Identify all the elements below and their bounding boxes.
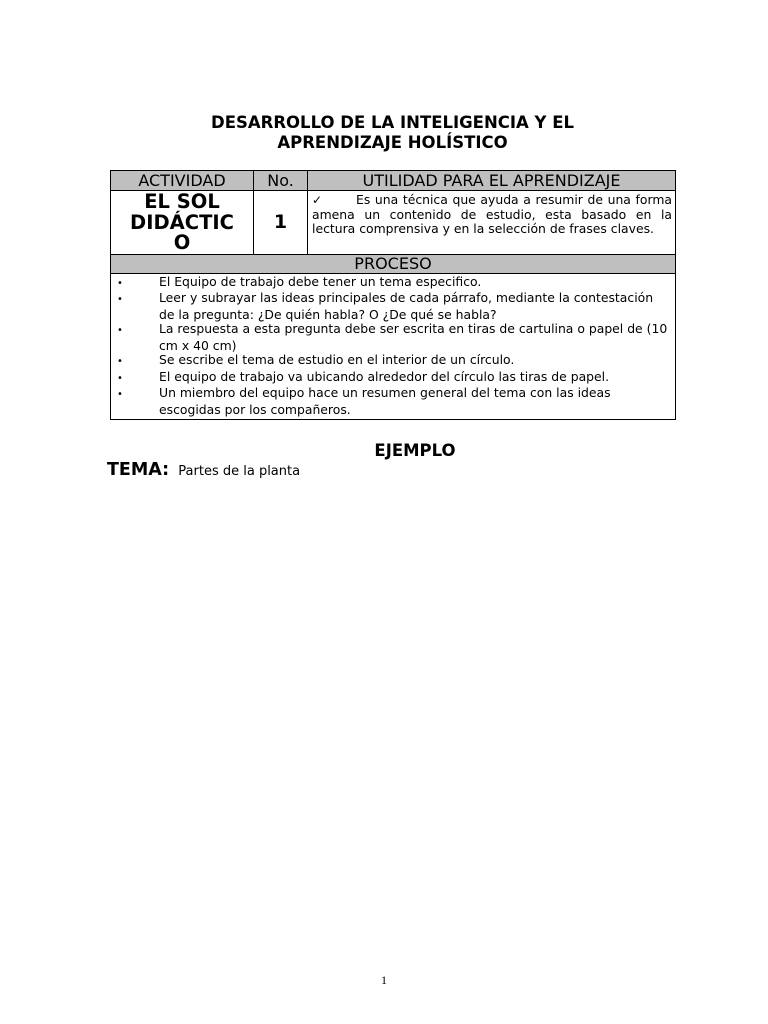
activity-number: 1 <box>254 191 308 255</box>
tema-line <box>107 460 300 480</box>
header-no: No. <box>254 171 308 191</box>
example-heading: EJEMPLO <box>374 441 456 460</box>
header-utilidad: UTILIDAD PARA EL APRENDIZAJE <box>308 171 676 191</box>
process-step-text: El equipo de trabajo va ubicando alrededor del círculo las tiras de papel. <box>159 368 610 384</box>
process-step-text: Leer y subrayar las ideas principales de cada párrafo, mediante la contestación de la pregunta: ¿De quién habla? O ¿De qué se habla? <box>159 290 654 322</box>
bullet-icon: • <box>117 356 123 367</box>
bullet-icon: • <box>117 389 123 400</box>
header-actividad: ACTIVIDAD <box>111 171 254 191</box>
activity-name <box>111 191 254 255</box>
bullet-icon: • <box>117 277 123 289</box>
process-step-text: Se escribe el tema de estudio en el interior de un círculo. <box>159 352 515 367</box>
process-step-text: La respuesta a esta pregunta debe ser escrita en tiras de cartulina o papel de (10 cm x 40 cm) <box>159 321 668 353</box>
list-item <box>115 322 671 353</box>
activity-utility <box>308 191 676 255</box>
activity-table <box>110 170 676 420</box>
process-header-row <box>111 254 676 273</box>
page-number: 1 <box>381 973 387 987</box>
process-list <box>111 273 676 420</box>
list-item <box>115 275 671 292</box>
utility-text: Es una técnica que ayuda a resumir de una forma amena un contenido de estudio, esta basado en la lectura comprensiva y en la selección de frases claves. <box>312 192 672 236</box>
process-row <box>111 273 676 420</box>
document-title <box>110 113 675 153</box>
bullet-icon: • <box>117 372 123 384</box>
bullet-icon: • <box>117 294 123 305</box>
title-line-2: APRENDIZAJE HOLÍSTICO <box>277 133 508 152</box>
activity-name-line-2: DIDÁCTIC <box>130 210 234 234</box>
tema-label: TEMA: <box>107 460 170 480</box>
process-step-text: El Equipo de trabajo debe tener un tema especifico. <box>159 273 482 289</box>
list-item <box>115 386 671 417</box>
check-icon: ✓ <box>312 193 323 207</box>
activity-name-line-1: EL SOL <box>144 190 220 213</box>
tema-value: Partes de la planta <box>178 464 301 479</box>
list-item <box>115 353 671 370</box>
activity-row <box>111 191 676 255</box>
table-header-row <box>111 171 676 191</box>
list-item <box>115 291 671 322</box>
title-line-1: DESARROLLO DE LA INTELIGENCIA Y EL <box>211 113 574 132</box>
process-step-text: Un miembro del equipo hace un resumen general del tema con las ideas escogidas por los compañeros. <box>159 385 611 417</box>
process-header: PROCESO <box>111 254 676 273</box>
bullet-icon: • <box>117 325 123 336</box>
list-item <box>115 370 671 387</box>
activity-name-line-3: O <box>173 231 191 254</box>
